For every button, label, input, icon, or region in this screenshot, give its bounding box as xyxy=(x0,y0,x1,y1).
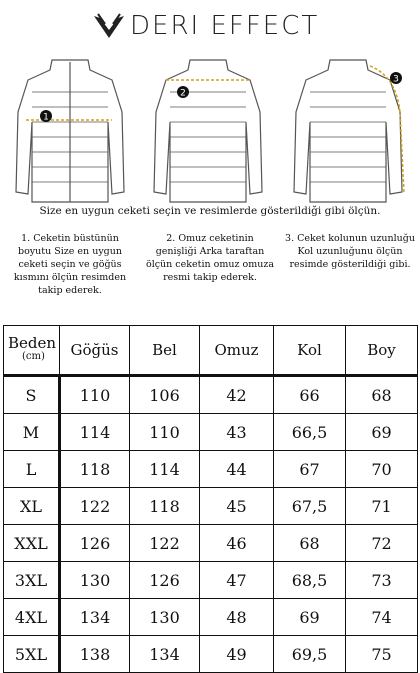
cell-kol: 66 xyxy=(274,376,346,414)
cell-bel: 126 xyxy=(130,562,200,599)
cell-boy: 75 xyxy=(346,636,418,673)
header-kol: Kol xyxy=(274,326,346,376)
cell-size: XXL xyxy=(4,525,60,562)
brand-name: DERI EFFECT xyxy=(130,11,320,41)
jacket-illustrations xyxy=(0,52,420,204)
marker-3-label: 3 xyxy=(393,74,399,85)
cell-boy: 71 xyxy=(346,488,418,525)
cell-size: 3XL xyxy=(4,562,60,599)
cell-omuz: 48 xyxy=(200,599,274,636)
jacket-back xyxy=(154,60,262,202)
cell-bel: 134 xyxy=(130,636,200,673)
cell-omuz: 46 xyxy=(200,525,274,562)
cell-boy: 74 xyxy=(346,599,418,636)
cell-kol: 67 xyxy=(274,451,346,488)
cell-bel: 106 xyxy=(130,376,200,414)
table-row xyxy=(4,562,418,599)
cell-omuz: 49 xyxy=(200,636,274,673)
cell-bel: 130 xyxy=(130,599,200,636)
cell-gogus: 134 xyxy=(60,599,130,636)
cell-size: M xyxy=(4,414,60,451)
cell-size: S xyxy=(4,376,60,414)
size-table-header xyxy=(4,326,418,376)
cell-bel: 118 xyxy=(130,488,200,525)
marker-2-label: 2 xyxy=(180,88,186,99)
header-beden-label: Beden xyxy=(8,334,57,352)
cell-gogus: 114 xyxy=(60,414,130,451)
cell-omuz: 45 xyxy=(200,488,274,525)
cell-size: L xyxy=(4,451,60,488)
header-beden xyxy=(4,326,60,376)
jacket-front xyxy=(16,60,124,202)
cell-gogus: 110 xyxy=(60,376,130,414)
cell-kol: 68 xyxy=(274,525,346,562)
cell-bel: 110 xyxy=(130,414,200,451)
cell-gogus: 126 xyxy=(60,525,130,562)
cell-omuz: 42 xyxy=(200,376,274,414)
header-gogus: Göğüs xyxy=(60,326,130,376)
cell-gogus: 118 xyxy=(60,451,130,488)
cell-omuz: 47 xyxy=(200,562,274,599)
instruction-step-2: 2. Omuz ceketinin genişliği Arka taraftan ölçün ceketin omuz omuza resmi takip ederek. xyxy=(145,233,275,283)
cell-boy: 69 xyxy=(346,414,418,451)
size-table xyxy=(3,325,418,673)
table-row xyxy=(4,414,418,451)
cell-kol: 68,5 xyxy=(274,562,346,599)
instructions-subtitle: Size en uygun ceketi seçin ve resimlerde gösterildiği gibi ölçün. xyxy=(39,205,381,217)
cell-size: 5XL xyxy=(4,636,60,673)
table-row xyxy=(4,488,418,525)
table-row xyxy=(4,376,418,414)
cell-size: 4XL xyxy=(4,599,60,636)
header-unit: (cm) xyxy=(22,351,45,362)
cell-omuz: 44 xyxy=(200,451,274,488)
cell-bel: 114 xyxy=(130,451,200,488)
jacket-side xyxy=(294,60,402,202)
cell-boy: 73 xyxy=(346,562,418,599)
cell-gogus: 122 xyxy=(60,488,130,525)
sleeve-measure-line xyxy=(370,66,404,192)
table-row xyxy=(4,636,418,673)
wing-logo-icon xyxy=(92,10,126,44)
cell-kol: 67,5 xyxy=(274,488,346,525)
cell-kol: 69 xyxy=(274,599,346,636)
brand-logo xyxy=(0,8,420,48)
header-omuz: Omuz xyxy=(200,326,274,376)
cell-boy: 68 xyxy=(346,376,418,414)
table-row xyxy=(4,525,418,562)
cell-kol: 66,5 xyxy=(274,414,346,451)
instruction-step-1: 1. Ceketin büstünün boyutu Size en uygun ceketi seçin ve göğüs kısmını ölçün resimden takip ederek. xyxy=(13,233,127,296)
instruction-step-3: 3. Ceket kolunun uzunluğu Kol uzunluğunu ölçün resimde gösterildiği gibi. xyxy=(285,233,415,270)
cell-gogus: 138 xyxy=(60,636,130,673)
cell-boy: 70 xyxy=(346,451,418,488)
cell-size: XL xyxy=(4,488,60,525)
cell-kol: 69,5 xyxy=(274,636,346,673)
table-row xyxy=(4,451,418,488)
cell-omuz: 43 xyxy=(200,414,274,451)
cell-bel: 122 xyxy=(130,525,200,562)
cell-boy: 72 xyxy=(346,525,418,562)
header-bel: Bel xyxy=(130,326,200,376)
marker-1-label: 1 xyxy=(43,112,49,123)
cell-gogus: 130 xyxy=(60,562,130,599)
header-boy: Boy xyxy=(346,326,418,376)
